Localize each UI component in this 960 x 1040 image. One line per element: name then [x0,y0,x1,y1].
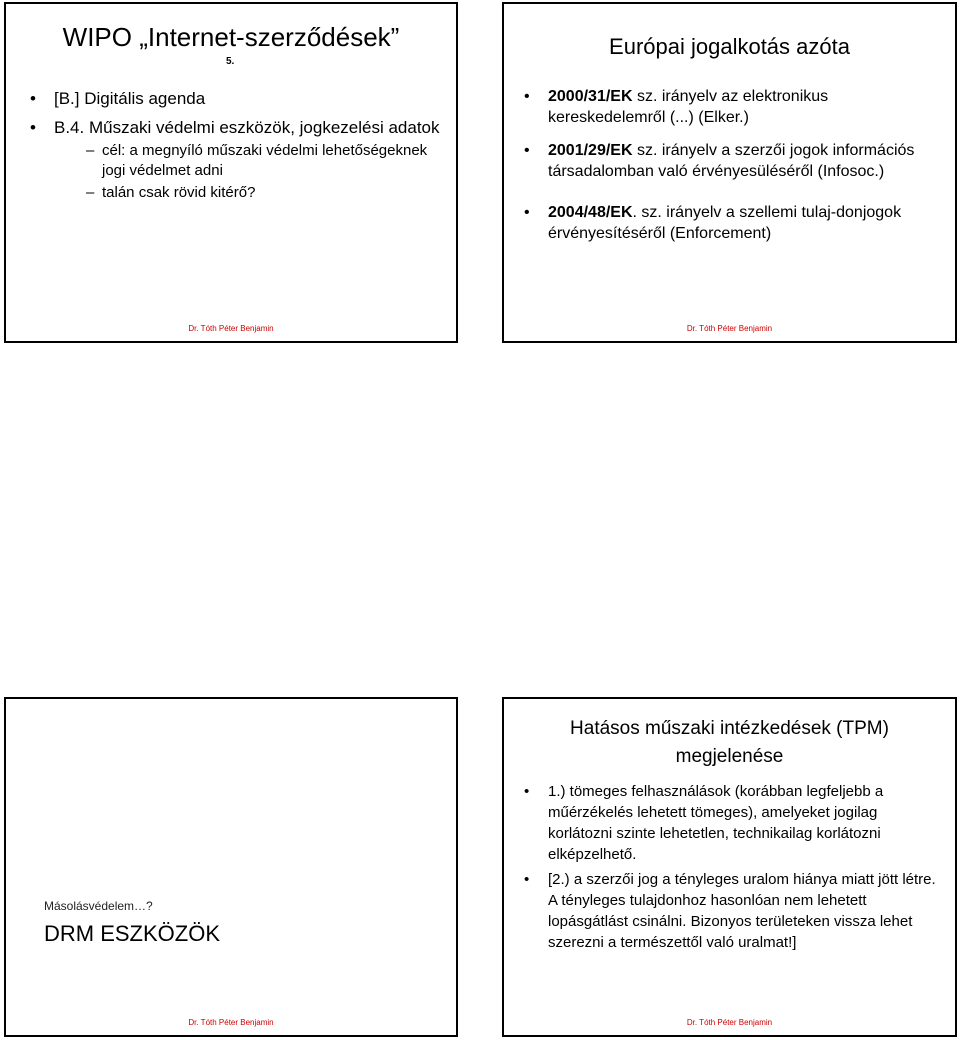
directive-description: . sz. irányelv a szellemi tulaj-donjogok érvényesítéséről (Enforcement) [548,204,902,242]
sub-bullet-item: – talán csak rövid kitérő? [86,183,446,203]
bullet-item: • [2.) a szerzői jog a tényleges uralom hiánya miatt jött létre. A tényleges tulajdonhoz hasonlóan nem lehetett lopásgátlást csinálni. Bizonyos területeken vissza lehet szerezni a természettől való uralmat!] [520,869,940,953]
bullet-item [520,202,940,244]
slide-number: 5. [226,56,235,67]
directive-number: 2004/48/EK [548,204,633,221]
directive-description: sz. irányelv a szerzői jogok információs társadalomban való érvényesüléséről (Infosoc.) [548,142,915,180]
slide-subtitle: Másolásvédelem…? [44,899,153,913]
directive-number: 2000/31/EK [548,88,633,105]
bullet-list [520,86,940,256]
bullet-text: [B.] Digitális agenda [54,89,206,108]
directive-description: sz. irányelv az elektronikus kereskedelemről (...) (Elker.) [548,88,829,126]
bullet-item [520,140,940,182]
bullet-item: • 1.) tömeges felhasználások (korábban legfeljebb a műérzékelés lehetett tömeges), amelyeket jogilag korlátozni szinte lehetetlen, technikailag korlátozni elképzelhető. [520,781,940,865]
bullet-item [26,88,446,110]
slide-footer-author: Dr. Tóth Péter Benjamin [188,324,274,333]
slide-footer-author: Dr. Tóth Péter Benjamin [686,1018,773,1027]
slide-title: Európai jogalkotás azóta [609,34,850,59]
bullet-item [520,86,940,128]
bullet-list [520,781,940,957]
bullet-text: B.4. Műszaki védelmi eszközök, jogkezelési adatok [54,118,440,137]
directive-number: 2001/29/EK [548,142,633,159]
slide-wipo-internet-treaties [4,2,458,343]
slide-title: Hatásos műszaki intézkedések (TPM) megjelenése [570,718,889,767]
slide-drm-tools [4,697,458,1037]
sub-bullet-list [54,141,446,203]
bullet-list [26,88,446,210]
sub-bullet-item: – cél: a megnyíló műszaki védelmi lehetőségeknek jogi védelmet adni [86,141,446,181]
bullet-item [26,117,446,203]
slide-title: DRM ESZKÖZÖK [44,921,221,946]
slide-footer-author: Dr. Tóth Péter Benjamin [686,324,773,333]
slide-tpm-emergence [502,697,957,1037]
slide-european-legislation [502,2,957,343]
slide-footer-author: Dr. Tóth Péter Benjamin [188,1018,274,1027]
slide-title: WIPO „Internet-szerződések” [62,22,400,52]
